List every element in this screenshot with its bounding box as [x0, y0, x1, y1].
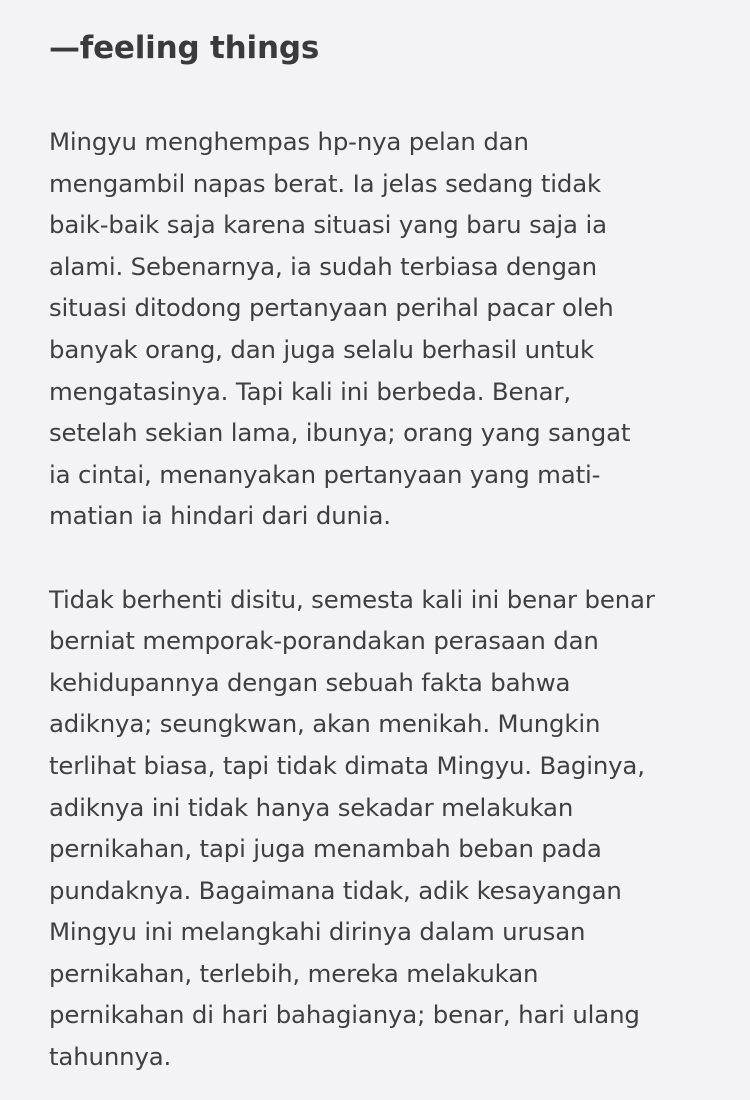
paragraph-line: pernikahan, terlebih, mereka melakukan — [49, 958, 539, 988]
paragraph-line: banyak orang, dan juga selalu berhasil untuk — [49, 334, 594, 364]
paragraph-2 — [49, 579, 750, 1078]
paragraph-1 — [49, 121, 750, 537]
paragraph-line: ia cintai, menanyakan pertanyaan yang mati- — [49, 459, 601, 489]
paragraph-line: adiknya; seungkwan, akan menikah. Mungkin — [49, 709, 601, 739]
paragraph-line: Mingyu ini melangkahi dirinya dalam urusan — [49, 917, 586, 947]
paragraph-line: berniat memporak-porandakan perasaan dan — [49, 626, 599, 656]
paragraph-line: mengambil napas berat. Ia jelas sedang tidak — [49, 168, 602, 198]
paragraph-line: setelah sekian lama, ibunya; orang yang sangat — [49, 418, 631, 448]
paragraph-line: pernikahan, tapi juga menambah beban pada — [49, 834, 602, 864]
paragraph-line: kehidupannya dengan sebuah fakta bahwa — [49, 667, 571, 697]
paragraph-line: situasi ditodong pertanyaan perihal pacar oleh — [49, 293, 614, 323]
paragraph-line: tahunnya. — [49, 1042, 172, 1072]
paragraph-line: terlihat biasa, tapi tidak dimata Mingyu. Baginya, — [49, 750, 645, 780]
chapter-title: —feeling things — [49, 30, 320, 66]
paragraph-line: baik-baik saja karena situasi yang baru saja ia — [49, 210, 607, 240]
paragraph-line: Tidak berhenti disitu, semesta kali ini benar benar — [49, 584, 655, 614]
paragraph-line: pernikahan di hari bahagianya; benar, hari ulang — [49, 1000, 640, 1030]
paragraph-line: adiknya ini tidak hanya sekadar melakukan — [49, 792, 574, 822]
paragraph-line: matian ia hindari dari dunia. — [49, 501, 391, 531]
paragraph-line: mengatasinya. Tapi kali ini berbeda. Benar, — [49, 376, 571, 406]
paragraph-line: Mingyu menghempas hp-nya pelan dan — [49, 127, 529, 156]
paragraph-line: pundaknya. Bagaimana tidak, adik kesayangan — [49, 875, 622, 905]
paragraph-line: alami. Sebenarnya, ia sudah terbiasa dengan — [49, 251, 597, 281]
